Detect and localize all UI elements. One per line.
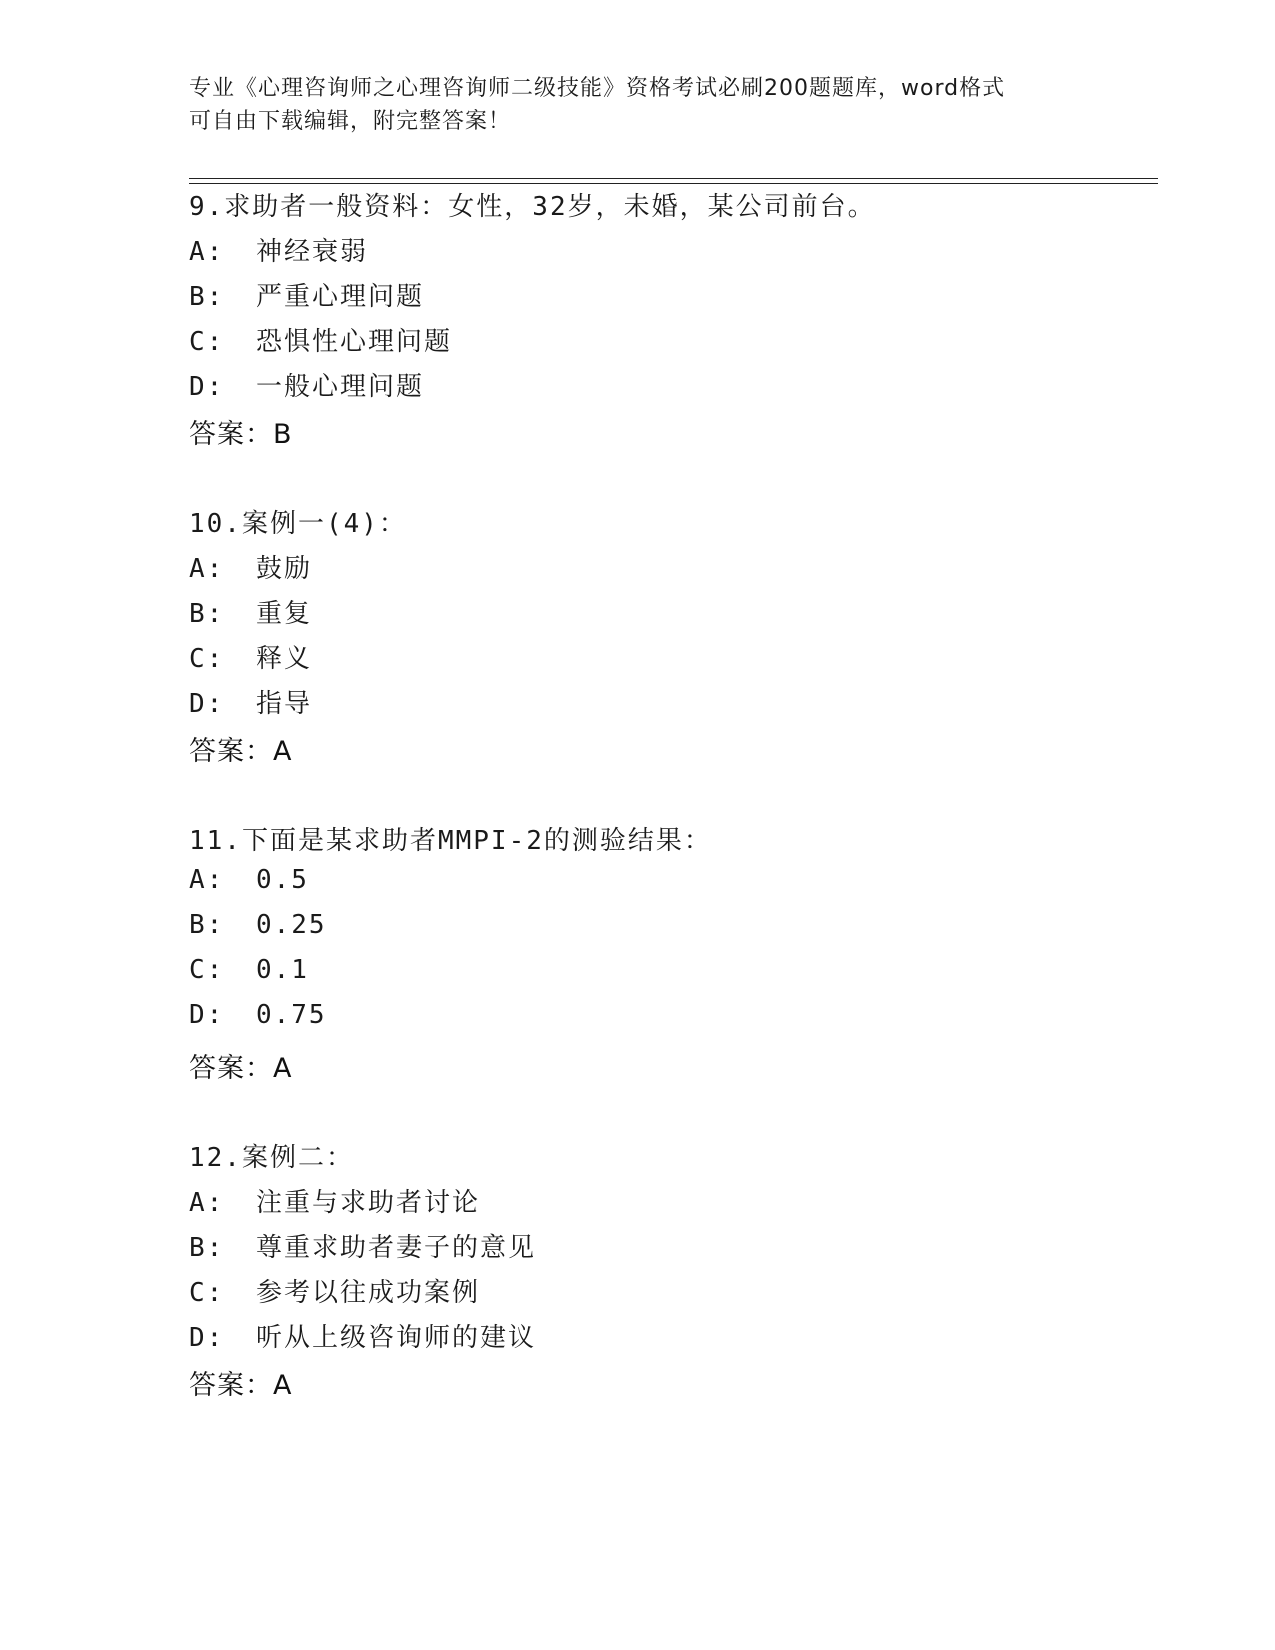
option-label: A: <box>189 554 225 584</box>
option-text: 0.25 <box>255 910 327 940</box>
option-text: 释义 <box>255 644 312 674</box>
option-text: 0.5 <box>255 865 309 895</box>
option-text: 鼓励 <box>255 554 312 584</box>
question-stem: 9.求助者一般资料：女性，32岁，未婚，某公司前台。 <box>189 192 876 222</box>
option-text: 神经衰弱 <box>255 237 368 267</box>
question-stem: 10.案例一(4)： <box>189 509 407 539</box>
option-label: B: <box>189 599 225 629</box>
option-label: C: <box>189 644 225 674</box>
question-option <box>189 1317 536 1354</box>
question-option <box>189 231 368 268</box>
question-option <box>189 910 327 940</box>
question-answer: 答案：A <box>189 736 293 767</box>
option-text: 尊重求助者妻子的意见 <box>255 1233 536 1263</box>
option-label: D: <box>189 1000 225 1030</box>
question-option <box>189 1182 480 1219</box>
question-option <box>189 1272 480 1309</box>
option-label: B: <box>189 1233 225 1263</box>
header-line-2: 可自由下载编辑，附完整答案！ <box>189 109 512 134</box>
question-option <box>189 1227 536 1264</box>
question-option <box>189 955 309 985</box>
question-answer: 答案：A <box>189 1370 293 1401</box>
question-stem: 12.案例二： <box>189 1143 354 1173</box>
question-option <box>189 548 312 585</box>
option-label: D: <box>189 372 225 402</box>
option-text: 0.1 <box>255 955 309 985</box>
question-stem: 11.下面是某求助者MMPI-2的测验结果： <box>189 826 712 856</box>
header-divider-top <box>189 178 1158 179</box>
option-text: 0.75 <box>255 1000 327 1030</box>
option-label: A: <box>189 1188 225 1218</box>
option-label: D: <box>189 689 225 719</box>
option-label: C: <box>189 1278 225 1308</box>
header-line-1: 专业《心理咨询师之心理咨询师二级技能》资格考试必刷200题题库，word格式 <box>189 76 1006 101</box>
option-label: C: <box>189 955 225 985</box>
option-text: 听从上级咨询师的建议 <box>255 1323 536 1353</box>
option-label: B: <box>189 910 225 940</box>
question-option <box>189 638 312 675</box>
question-option <box>189 593 312 630</box>
option-label: D: <box>189 1323 225 1353</box>
option-text: 恐惧性心理问题 <box>255 327 452 357</box>
header-divider-bottom <box>189 183 1158 184</box>
option-text: 注重与求助者讨论 <box>255 1188 480 1218</box>
question-answer: 答案：A <box>189 1053 293 1084</box>
question-option <box>189 366 424 403</box>
option-text: 严重心理问题 <box>255 282 424 312</box>
option-text: 指导 <box>255 689 312 719</box>
option-text: 一般心理问题 <box>255 372 424 402</box>
question-answer: 答案：B <box>189 419 293 450</box>
option-text: 参考以往成功案例 <box>255 1278 480 1308</box>
option-label: C: <box>189 327 225 357</box>
question-option <box>189 321 452 358</box>
question-option <box>189 276 424 313</box>
option-text: 重复 <box>255 599 312 629</box>
option-label: B: <box>189 282 225 312</box>
question-option <box>189 683 312 720</box>
document-header <box>189 72 1089 138</box>
question-option <box>189 865 309 895</box>
option-label: A: <box>189 237 225 267</box>
option-label: A: <box>189 865 225 895</box>
question-option <box>189 1000 327 1030</box>
